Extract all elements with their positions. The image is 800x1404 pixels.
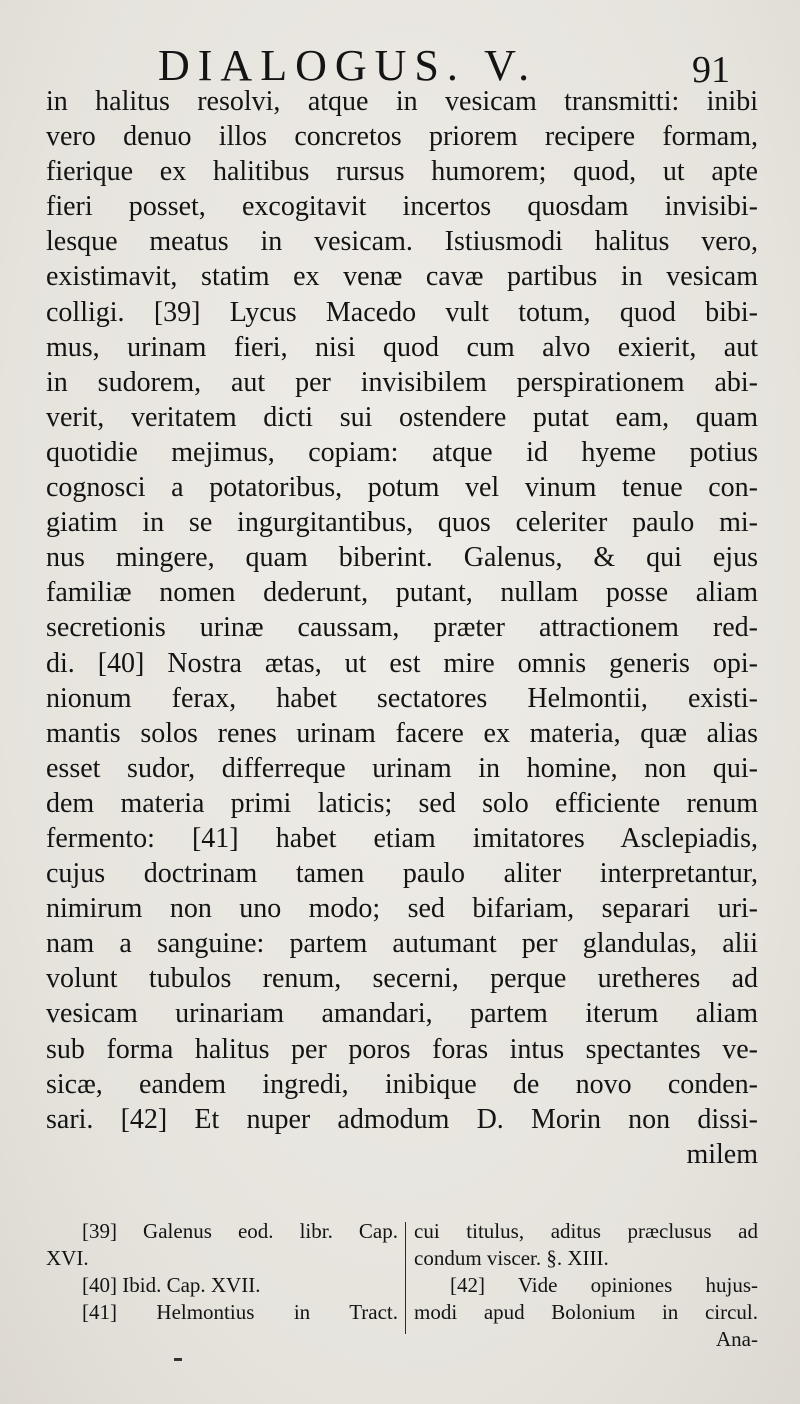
printer-mark — [174, 1358, 182, 1361]
footnotes-left-column — [46, 1218, 398, 1326]
text-line: sicæ, eandem ingredi, inibique de novo conden- — [46, 1068, 758, 1100]
text-line: vesicam urinariam amandari, partem iterum aliam — [46, 998, 758, 1030]
footnote-divider — [405, 1222, 406, 1334]
text-line: verit, veritatem dicti sui ostendere putat eam, quam — [46, 401, 758, 433]
footnote-41-end: condum viscer. §. XIII. — [414, 1246, 609, 1270]
text-line: vero denuo illos concretos priorem recipere formam, — [46, 121, 758, 153]
text-line: volunt tubulos renum, secerni, perque uretheres ad — [46, 963, 758, 995]
text-line: di. [40] Nostra ætas, ut est mire omnis generis opi- — [46, 647, 758, 679]
text-line: familiæ nomen dederunt, putant, nullam posse aliam — [46, 577, 758, 609]
text-line: lesque meatus in vesicam. Istiusmodi halitus vero, — [46, 226, 758, 258]
footnote-41-continued: cui titulus, aditus præclusus ad — [414, 1219, 758, 1243]
text-line: nus mingere, quam biberint. Galenus, & qui ejus — [46, 542, 758, 574]
text-line-catchword: milem — [686, 1138, 758, 1170]
text-line: dem materia primi laticis; sed solo efficiente renum — [46, 787, 758, 819]
footnote-41: [41] Helmontius in Tract. — [82, 1300, 398, 1324]
text-line: esset sudor, differreque urinam in homine, non qui- — [46, 752, 758, 784]
text-line: giatim in se ingurgitantibus, quos celeriter paulo mi- — [46, 507, 758, 539]
text-line: nam a sanguine: partem autumant per glandulas, alii — [46, 928, 758, 960]
text-line: sub forma halitus per poros foras intus spectantes ve- — [46, 1033, 758, 1065]
text-line: cognosci a potatoribus, potum vel vinum tenue con- — [46, 472, 758, 504]
page-number: 91 — [692, 49, 730, 91]
text-line: sari. [42] Et nuper admodum D. Morin non dissi- — [46, 1103, 758, 1135]
footnote-42: [42] Vide opiniones hujus- — [450, 1273, 758, 1297]
text-line: mantis solos renes urinam facere ex materia, quæ alias — [46, 717, 758, 749]
text-line: colligi. [39] Lycus Macedo vult totum, quod bibi- — [46, 296, 758, 328]
footnotes-right-column — [414, 1218, 758, 1353]
footnotes — [46, 1218, 758, 1388]
text-line: existimavit, statim ex venæ cavæ partibus in vesicam — [46, 261, 758, 293]
text-line: fieri posset, excogitavit incertos quosdam invisibi- — [46, 191, 758, 223]
text-line: in sudorem, aut per invisibilem perspirationem abi- — [46, 366, 758, 398]
text-line: mus, urinam fieri, nisi quod cum alvo exierit, aut — [46, 331, 758, 363]
main-text — [46, 84, 758, 1172]
text-line: cujus doctrinam tamen paulo aliter interpretantur, — [46, 858, 758, 890]
footnote-40: [40] Ibid. Cap. XVII. — [82, 1273, 261, 1297]
text-line: fermento: [41] habet etiam imitatores Asclepiadis, — [46, 822, 758, 854]
text-line: nionum ferax, habet sectatores Helmontii, existi- — [46, 682, 758, 714]
text-line: secretionis urinæ caussam, præter attractionem red- — [46, 612, 758, 644]
text-line: nimirum non uno modo; sed bifariam, separari uri- — [46, 893, 758, 925]
text-line: quotidie mejimus, copiam: atque id hyeme potius — [46, 436, 758, 468]
running-title: DIALOGUS. V. — [158, 41, 538, 90]
footnote-39-continued: XVI. — [46, 1246, 89, 1270]
text-line: in halitus resolvi, atque in vesicam transmitti: inibi — [46, 86, 758, 117]
footnote-catchword: Ana- — [716, 1327, 758, 1351]
text-line: fierique ex halitibus rursus humorem; quod, ut apte — [46, 156, 758, 188]
footnote-42-continued: modi apud Bolonium in circul. — [414, 1300, 758, 1324]
footnote-39: [39] Galenus eod. libr. Cap. — [82, 1219, 398, 1243]
